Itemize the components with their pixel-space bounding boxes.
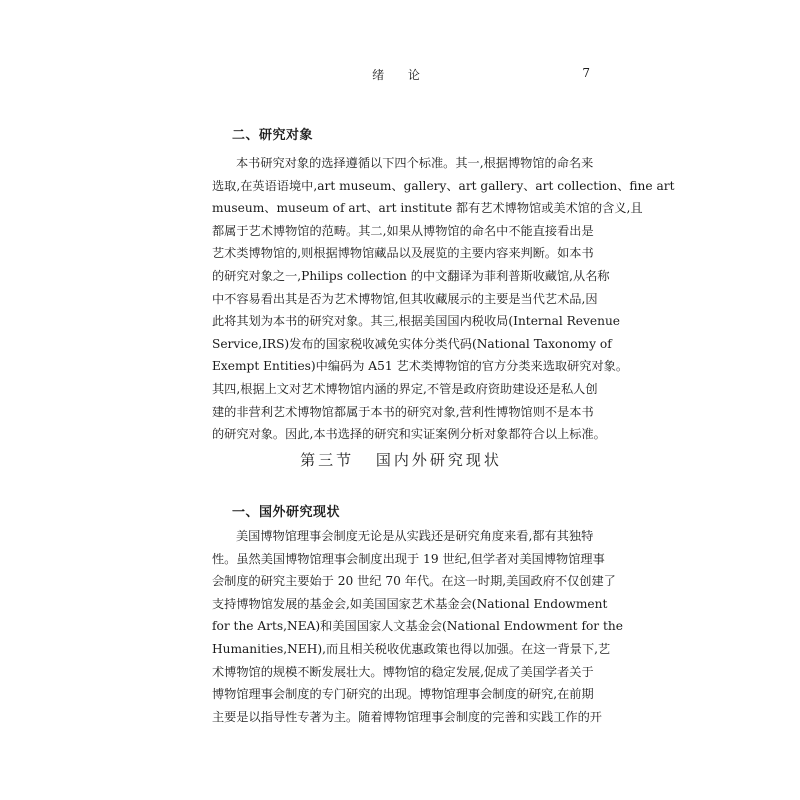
text-line: 此将其划为本书的研究对象。其三,根据美国国内税收局(Internal Revenue <box>212 314 621 329</box>
text-line: 性。虽然美国博物馆理事会制度出现于 19 世纪,但学者对美国博物馆理事 <box>212 551 605 566</box>
page-number: 7 <box>582 66 590 80</box>
text-line: 本书研究对象的选择遵循以下四个标准。其一,根据博物馆的命名来 <box>236 156 594 170</box>
paragraph-research-objects <box>212 152 675 446</box>
text-line: 中不容易看出其是否为艺术博物馆,但其收藏展示的主要是当代艺术品,因 <box>212 291 598 306</box>
text-line: Humanities,NEH),而且相关税收优惠政策也得以加强。在这一背景下,艺 <box>212 641 611 656</box>
text-line: museum、museum of art、art institute 都有艺术博物馆或美术馆的含义,且 <box>212 201 643 216</box>
text-line: 艺术类博物馆的,则根据博物馆藏品以及展览的主要内容来判断。如本书 <box>212 246 594 261</box>
chapter-title: 绪 论 <box>372 68 430 82</box>
text-line: for the Arts,NEA)和美国国家人文基金会(National Endowment for the <box>212 619 623 634</box>
text-line: 术博物馆的规模不断发展壮大。博物馆的稳定发展,促成了美国学者关于 <box>212 664 594 679</box>
text-line: 支持博物馆发展的基金会,如美国国家艺术基金会(National Endowment <box>212 596 608 611</box>
section-heading-foreign-research: 一、国外研究现状 <box>232 505 341 520</box>
text-line: 美国博物馆理事会制度无论是从实践还是研究角度来看,都有其独特 <box>236 529 594 543</box>
text-line: 博物馆理事会制度的专门研究的出现。博物馆理事会制度的研究,在前期 <box>212 687 594 702</box>
text-line: Service,IRS)发布的国家税收减免实体分类代码(National Taxonomy of <box>212 336 612 351</box>
text-line: 其四,根据上文对艺术博物馆内涵的界定,不管是政府资助建设还是私人创 <box>212 381 598 396</box>
text-line: Exempt Entities)中编码为 A51 艺术类博物馆的官方分类来选取研究对象。 <box>212 359 629 374</box>
text-line: 的研究对象。因此,本书选择的研究和实证案例分析对象都符合以上标准。 <box>212 427 606 442</box>
text-line: 选取,在英语语境中,art museum、gallery、art gallery、art collection、fine art <box>212 178 675 193</box>
running-header <box>212 64 590 84</box>
section-title: 第三节 国内外研究现状 <box>300 451 502 469</box>
text-line: 的研究对象之一,Philips collection 的中文翻译为菲利普斯收藏馆,从名称 <box>212 268 610 283</box>
text-line: 会制度的研究主要始于 20 世纪 70 年代。在这一时期,美国政府不仅创建了 <box>212 574 616 589</box>
section-heading-research-objects: 二、研究对象 <box>232 128 314 143</box>
text-line: 主要是以指导性专著为主。随着博物馆理事会制度的完善和实践工作的开 <box>212 709 602 724</box>
paragraph-foreign-research <box>212 525 623 728</box>
text-line: 建的非营利艺术博物馆都属于本书的研究对象,营利性博物馆则不是本书 <box>212 404 594 419</box>
text-line: 都属于艺术博物馆的范畴。其二,如果从博物馆的命名中不能直接看出是 <box>212 223 594 238</box>
